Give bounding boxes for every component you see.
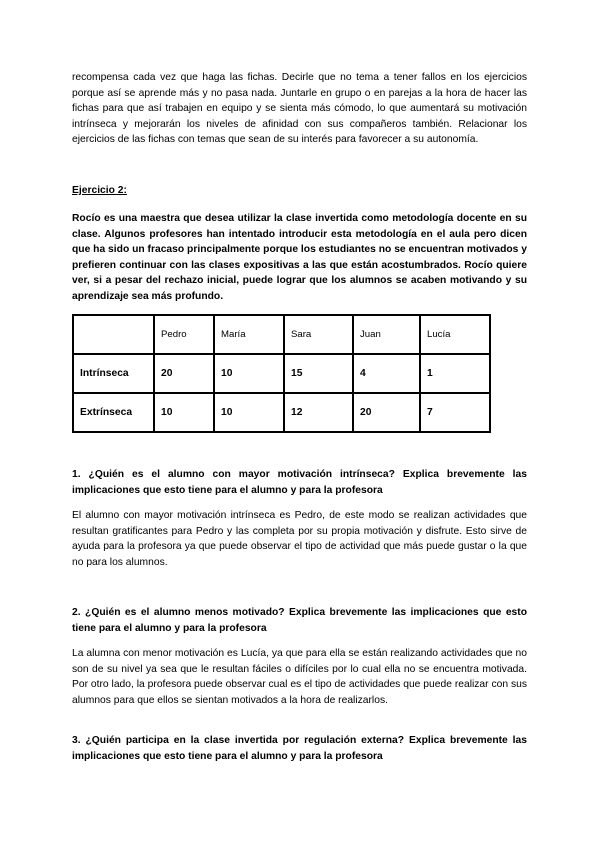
table-cell: 4 — [353, 354, 420, 393]
answer-1: El alumno con mayor motivación intrínseca es Pedro, de este modo se realizan actividades que resultan gratificantes para Pedro y las completa por su propia motivación y disfrute. Esto sirve de ayuda para la profesora ya que puede observar el tipo de actividad que más puede gustar o la que no para los alumnos. — [72, 510, 527, 568]
table-cell: 20 — [154, 354, 214, 393]
table-row — [73, 393, 490, 432]
intro-paragraph: recompensa cada vez que haga las fichas. Decirle que no tema a tener fallos en los ejercicios porque así se aprende más y no pasa nada. Juntarle en grupo o en parejas a la hora de hacer las fichas para que así trabajen en equipo y se sienta más cómodo, lo que aumentará su motivación intrínseca y mejorarán los niveles de afinidad con sus compañeros también. Relacionar los ejercicios de las fichas con temas que sean de su interés para favorecer a su autonomía. — [72, 72, 527, 145]
question-1: 1. ¿Quién es el alumno con mayor motivación intrínseca? Explica brevemente las implicaciones que esto tiene para el alumno y para la profesora — [72, 469, 527, 496]
answer-2: La alumna con menor motivación es Lucía, ya que para ella se están realizando actividades que no son de su nivel ya sea que le resultan fáciles o difíciles por lo cual ella no se encuentra motivada. Por otro lado, la profesora puede observar cual es el tipo de actividades que puede realizar con sus alumnos para que ellos se sientan motivados a la hora de realizarlos. — [72, 648, 527, 706]
table-row-label: Extrínseca — [73, 393, 154, 432]
exercise-statement: Rocío es una maestra que desea utilizar la clase invertida como metodología docente en su clase. Algunos profesores han intentado introducir esta metodología en el aula pero dicen que ha sido un fracaso principalmente porque los estudiantes no se encuentran motivados y prefieren continuar con las clases expositivas a las que están acostumbrados. Rocío quiere ver, si a pesar del rechazo inicial, puede lograr que los alumnos se acaben motivando y su aprendizaje sea más profundo. — [72, 213, 527, 302]
question-2: 2. ¿Quién es el alumno menos motivado? Explica brevemente las implicaciones que esto tiene para el alumno y para la profesora — [72, 607, 527, 634]
table-cell: 15 — [284, 354, 353, 393]
table-cell: 10 — [214, 393, 284, 432]
table-cell: 1 — [420, 354, 490, 393]
motivation-table — [72, 314, 491, 433]
exercise-heading: Ejercicio 2: — [72, 185, 127, 196]
table-cell: 10 — [154, 393, 214, 432]
table-cell: 12 — [284, 393, 353, 432]
table-header-cell: Pedro — [154, 315, 214, 354]
table-header-cell: Juan — [353, 315, 420, 354]
table-cell: 10 — [214, 354, 284, 393]
question-3: 3. ¿Quién participa en la clase invertida por regulación externa? Explica brevemente las implicaciones que esto tiene para el alumno y para la profesora — [72, 735, 527, 762]
table-row — [73, 354, 490, 393]
table-row-label: Intrínseca — [73, 354, 154, 393]
table-header-cell — [73, 315, 154, 354]
table-header-cell: Sara — [284, 315, 353, 354]
table-cell: 20 — [353, 393, 420, 432]
table-header-row — [73, 315, 490, 354]
table-header-cell: Lucía — [420, 315, 490, 354]
table-cell: 7 — [420, 393, 490, 432]
table-header-cell: María — [214, 315, 284, 354]
